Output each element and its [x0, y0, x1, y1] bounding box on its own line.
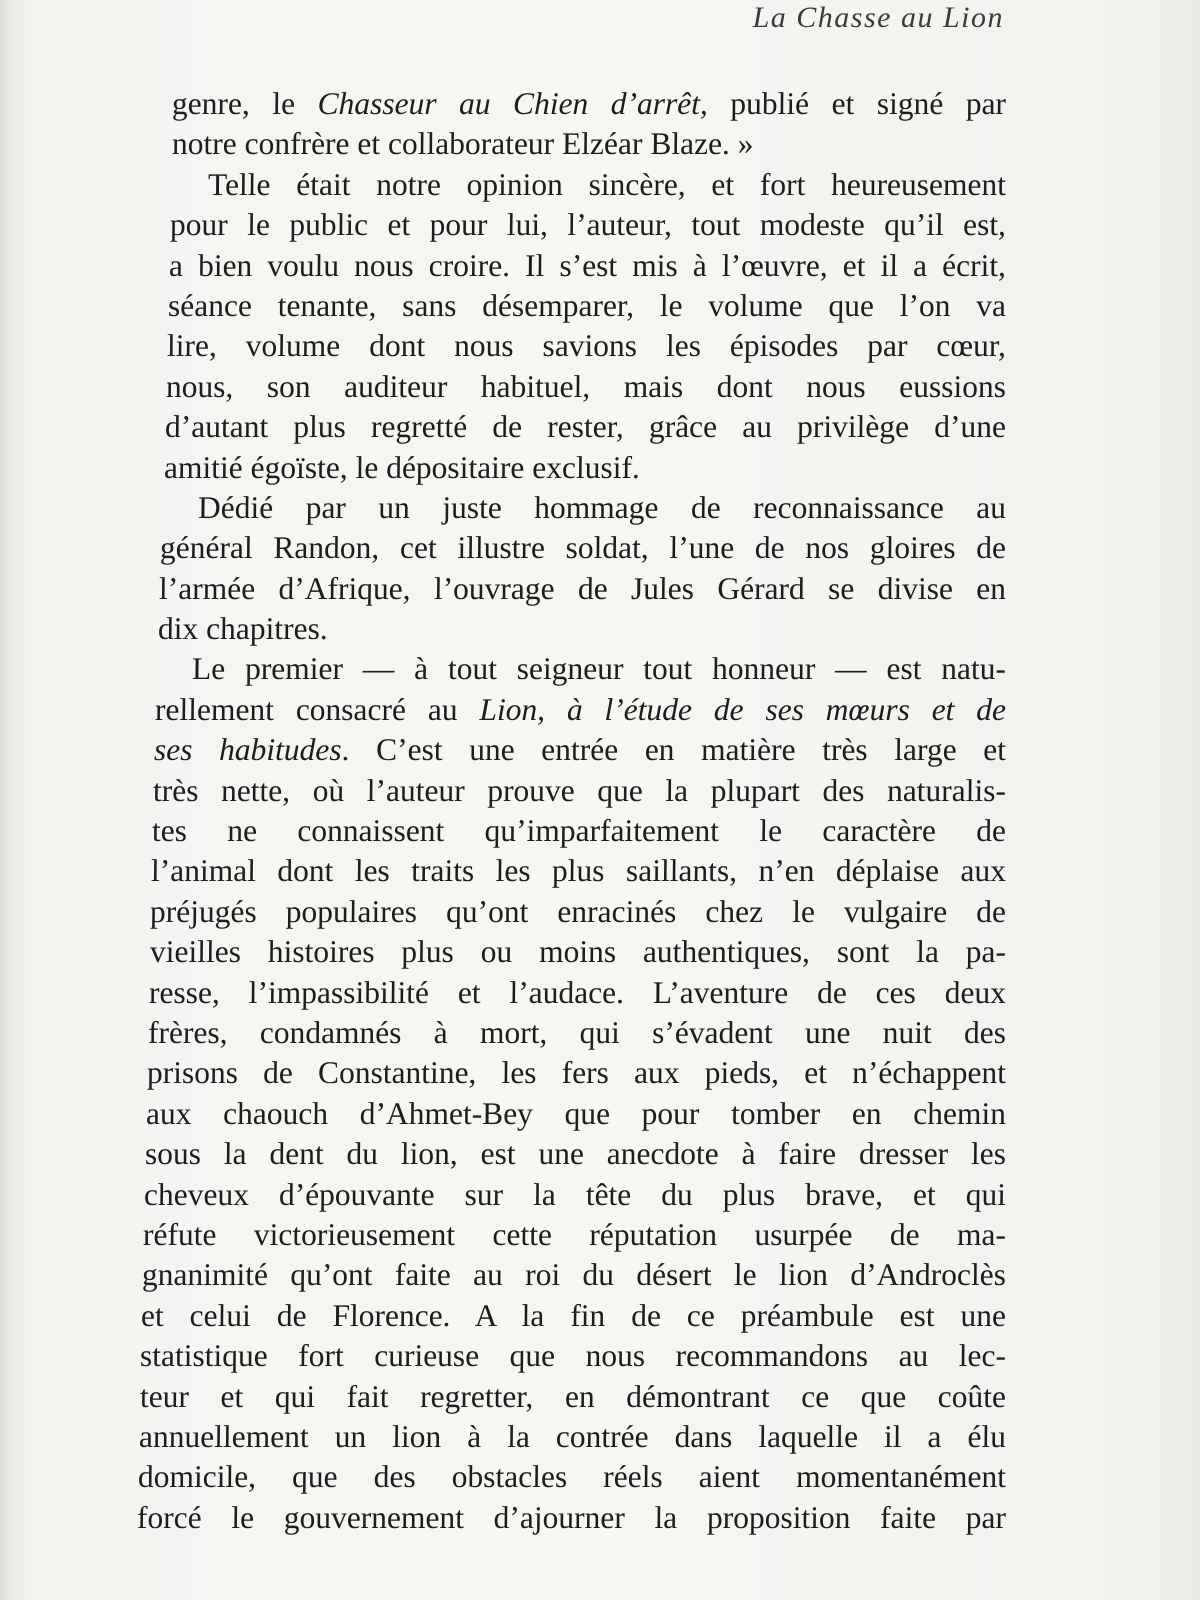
text-line	[166, 367, 1006, 407]
italic-title: ses habitudes	[153, 732, 342, 768]
line-text: dix chapitres.	[157, 611, 328, 647]
text-line	[154, 730, 1006, 770]
text-line	[170, 205, 1006, 245]
line-text: pour le public et pour lui, l’auteur, tout modeste qu’il est,	[169, 207, 1007, 243]
line-text: l’animal dont les traits les plus saillants, n’en déplaise aux	[150, 853, 1007, 889]
italic-title: Lion, à l’étude de ses mœurs et de	[479, 691, 1007, 727]
line-text: réfute victorieusement cette réputation usurpée de ma-	[142, 1216, 1007, 1252]
line-text: nous, son auditeur habituel, mais dont nous eussions	[165, 368, 1007, 404]
text-line	[148, 1013, 1006, 1053]
text-line	[158, 609, 1006, 649]
text-line	[160, 528, 1006, 568]
text-line	[172, 165, 1006, 205]
line-text: l’armée d’Afrique, l’ouvrage de Jules Gérard se divise en	[158, 570, 1007, 606]
text-line	[152, 811, 1006, 851]
text-line	[137, 1498, 1006, 1538]
text-line	[150, 892, 1006, 932]
line-text: Dédié par un juste hommage de reconnaissance au	[197, 489, 1007, 525]
text-line	[145, 1134, 1006, 1174]
line-text: tes ne connaissent qu’imparfaitement le caractère de	[151, 813, 1007, 849]
line-text: frères, condamnés à mort, qui s’évadent une nuit des	[147, 1014, 1007, 1050]
line-text: a bien voulu nous croire. Il s’est mis à l’œuvre, et il a écrit,	[168, 247, 1007, 283]
line-text: forcé le gouvernement d’ajourner la proposition faite par	[136, 1499, 1007, 1535]
text-line	[172, 84, 1006, 124]
line-text: genre, le	[171, 86, 318, 121]
line-text: Telle était notre opinion sincère, et fort heureusement	[207, 166, 1007, 202]
text-line	[151, 851, 1006, 891]
text-line	[168, 286, 1006, 326]
text-line	[141, 1296, 1006, 1336]
line-text: général Randon, cet illustre soldat, l’une de nos gloires de	[159, 530, 1007, 566]
text-line	[139, 1417, 1006, 1457]
text-line	[169, 246, 1006, 286]
line-text: et celui de Florence. A la fin de ce préambule est une	[140, 1297, 1007, 1333]
line-text: statistique fort curieuse que nous recommandons au lec-	[139, 1338, 1007, 1374]
italic-title: Chasseur au Chien d’arrêt,	[317, 86, 709, 121]
text-line	[162, 488, 1006, 528]
line-text: annuellement un lion à la contrée dans laquelle il a élu	[138, 1418, 1007, 1454]
line-text: séance tenante, sans désemparer, le volume que l’on va	[167, 287, 1007, 323]
line-text: vieilles histoires plus ou moins authentiques, sont la pa-	[149, 934, 1007, 970]
line-text: très nette, où l’auteur prouve que la plupart des naturalis-	[152, 772, 1007, 808]
line-text: préjugés populaires qu’ont enracinés chez le vulgaire de	[149, 893, 1007, 929]
line-text: amitié égoïste, le dépositaire exclusif.	[163, 449, 641, 485]
line-text: Le premier — à tout seigneur tout honneur — est natu-	[191, 651, 1007, 687]
text-line	[156, 649, 1006, 689]
line-text: resse, l’impassibilité et l’audace. L’aventure de ces deux	[148, 974, 1007, 1010]
line-text: notre confrère et collaborateur Elzéar Blaze. »	[171, 126, 754, 162]
text-line	[165, 407, 1006, 447]
text-line	[167, 326, 1006, 366]
line-text: d’autant plus regretté de rester, grâce au privilège d’une	[164, 409, 1007, 445]
line-text: sous la dent du lion, est une anecdote à faire dresser les	[144, 1136, 1007, 1172]
text-line	[149, 973, 1006, 1013]
text-line	[144, 1175, 1006, 1215]
text-line	[164, 448, 1006, 488]
text-line	[153, 771, 1006, 811]
text-line	[147, 1053, 1006, 1093]
text-line	[172, 124, 1006, 164]
text-line	[138, 1457, 1006, 1497]
line-text: prisons de Constantine, les fers aux pieds, et n’échappent	[146, 1055, 1007, 1091]
text-line	[140, 1377, 1006, 1417]
line-text: cheveux d’épouvante sur la tête du plus brave, et qui	[143, 1176, 1007, 1212]
line-text: teur et qui fait regretter, en démontrant ce que coûte	[139, 1378, 1007, 1414]
line-text: gnanimité qu’ont faite au roi du désert le lion d’Androclès	[141, 1257, 1007, 1293]
running-head: La Chasse au Lion	[752, 1, 1004, 34]
text-line	[146, 1094, 1006, 1134]
text-line	[155, 690, 1006, 730]
line-text: domicile, que des obstacles réels aient momentanément	[137, 1459, 1007, 1495]
text-line	[159, 569, 1006, 609]
text-line	[140, 1336, 1006, 1376]
body-text	[136, 84, 1007, 1538]
line-text: publié et signé par	[707, 86, 1007, 121]
line-text: aux chaouch d’Ahmet-Bey que pour tomber en chemin	[145, 1095, 1007, 1131]
text-line	[142, 1255, 1006, 1295]
line-text: rellement consacré au	[154, 691, 480, 727]
line-text: lire, volume dont nous savions les épisodes par cœur,	[166, 328, 1007, 364]
text-line	[143, 1215, 1006, 1255]
text-line	[150, 932, 1006, 972]
line-text: . C’est une entrée en matière très large et	[341, 732, 1007, 768]
